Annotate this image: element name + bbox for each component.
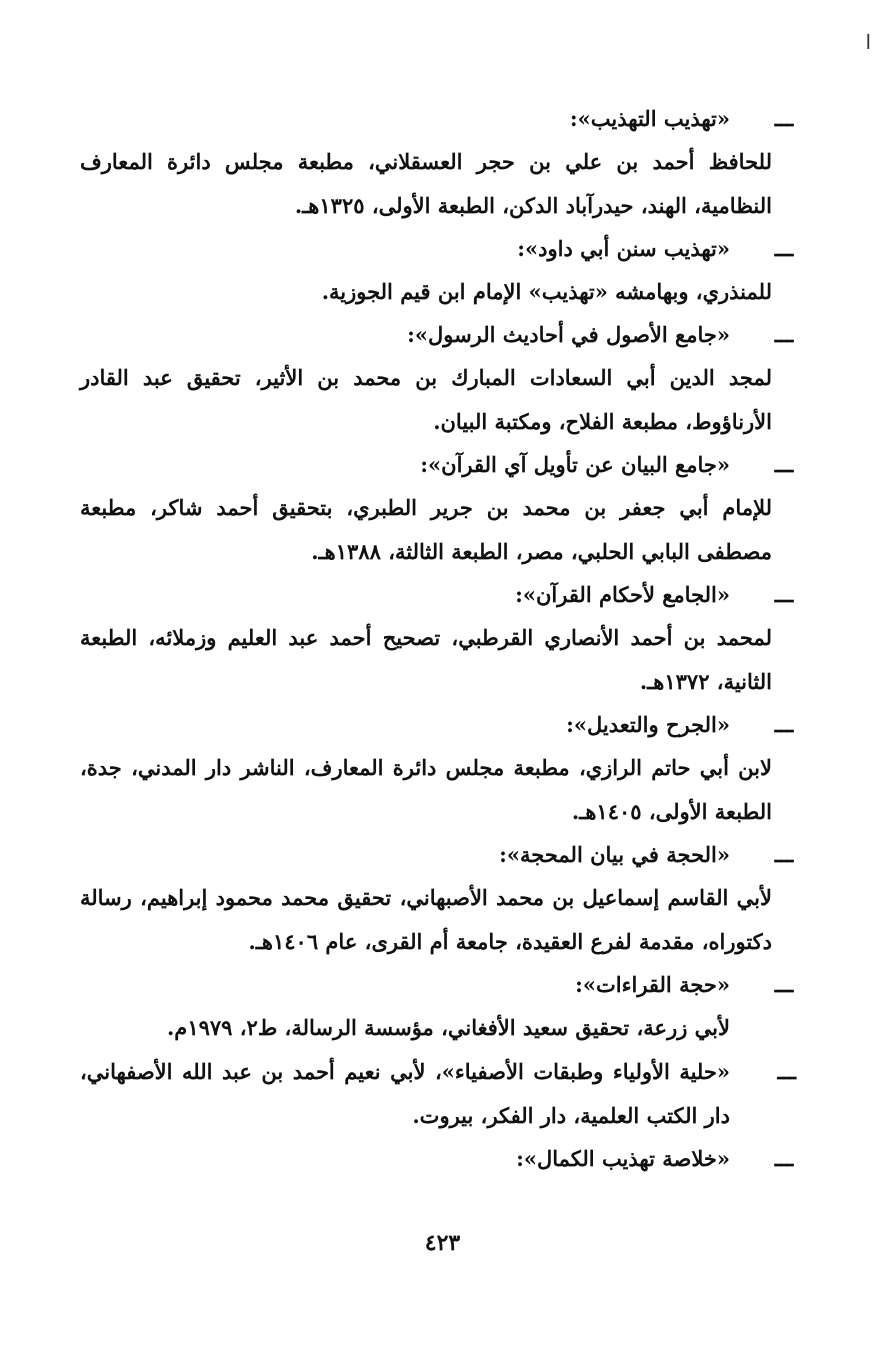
entry-body: لابن أبي حاتم الرازي، مطبعة مجلس دائرة المعارف، الناشر دار المدني، جدة، الطبعة الأولى، ١٤٠٥هـ. xyxy=(80,755,772,824)
entry-title xyxy=(80,98,794,140)
entry-dash: ـــ xyxy=(774,582,794,607)
entry-hujjat-al-qiraat xyxy=(80,964,794,1050)
entry-dash: ـــ xyxy=(774,1146,794,1171)
entry-title xyxy=(80,704,794,746)
entry-dash: ـــ xyxy=(774,322,794,347)
entry-title xyxy=(80,834,794,876)
entry-body: لمحمد بن أحمد الأنصاري القرطبي، تصحيح أحمد عبد العليم وزملائه، الطبعة الثانية، ١٣٧٢هـ. xyxy=(80,625,772,694)
margin-mark: ا xyxy=(865,30,871,54)
entry-title-text: «جامع الأصول في أحاديث الرسول»: xyxy=(407,322,730,347)
entry-al-hujja xyxy=(80,834,794,964)
entry-title xyxy=(80,314,794,356)
entry-dash: ـــ xyxy=(774,842,794,867)
entry-khulasat-tahdhib xyxy=(80,1138,794,1180)
entry-body: لأبي زرعة، تحقيق سعيد الأفغاني، مؤسسة الرسالة، ط٢، ١٩٧٩م. xyxy=(167,1015,730,1040)
entry-title-text: «تهذيب سنن أبي داود»: xyxy=(517,236,730,261)
entry-al-jarh-wal-tadil xyxy=(80,704,794,834)
entry-title-text: «الجرح والتعديل»: xyxy=(566,712,730,737)
entry-body: للحافظ أحمد بن علي بن حجر العسقلاني، مطبعة مجلس دائرة المعارف النظامية، الهند، حيدرآباد الدكن، الطبعة الأولى، ١٣٢٥هـ. xyxy=(80,149,772,218)
entry-body: لأبي القاسم إسماعيل بن محمد الأصبهاني، تحقيق محمد محمود إبراهيم، رسالة دكتوراه، مقدمة لفرع العقيدة، جامعة أم القرى، عام ١٤٠٦هـ. xyxy=(80,885,772,954)
entry-title-text: «جامع البيان عن تأويل آي القرآن»: xyxy=(420,452,730,477)
entry-title-text: «حجة القراءات»: xyxy=(575,972,730,997)
entry-title-text: «الحجة في بيان المحجة»: xyxy=(499,842,730,867)
entry-title xyxy=(80,574,794,616)
entry-jami-al-usul xyxy=(80,314,794,444)
entry-tahdhib-sunan-abi-dawud xyxy=(80,228,794,314)
entry-dash: ـــ xyxy=(774,712,794,737)
entry-dash: ـــ xyxy=(774,972,794,997)
entry-body: للإمام أبي جعفر بن محمد بن جرير الطبري، بتحقيق أحمد شاكر، مطبعة مصطفى البابي الحلبي، مصر، الطبعة الثالثة، ١٣٨٨هـ. xyxy=(80,495,772,564)
entry-title-text: «الجامع لأحكام القرآن»: xyxy=(515,582,730,607)
entry-title xyxy=(80,444,794,486)
entry-dash: ـــ xyxy=(774,106,794,131)
page-number: ٤٢٣ xyxy=(424,1230,461,1256)
entry-title-text: «خلاصة تهذيب الكمال»: xyxy=(516,1146,730,1171)
entry-al-jami-li-ahkam xyxy=(80,574,794,704)
bibliography-page xyxy=(80,98,796,1180)
entry-jami-al-bayan xyxy=(80,444,794,574)
entry-tahdhib-al-tahdhib xyxy=(80,98,794,228)
entry-dash: ـــ xyxy=(774,236,794,261)
entry-hilyat-al-awliya xyxy=(80,1050,796,1138)
entry-body: لمجد الدين أبي السعادات المبارك بن محمد بن الأثير، تحقيق عبد القادر الأرناؤوط، مطبعة الفلاح، ومكتبة البيان. xyxy=(80,365,772,434)
entry-title-text: «تهذيب التهذيب»: xyxy=(569,106,730,131)
entry-body: للمنذري، وبهامشه «تهذيب» الإمام ابن قيم الجوزية. xyxy=(321,279,772,304)
entry-text: «حلية الأولياء وطبقات الأصفياء»، لأبي نعيم أحمد بن عبد الله الأصفهاني، دار الكتب العلمية، دار الفكر، بيروت. xyxy=(80,1059,730,1128)
entry-dash: ـــ xyxy=(774,452,794,477)
entry-title xyxy=(80,228,794,270)
entry-title xyxy=(80,1138,794,1180)
entry-title xyxy=(80,964,794,1006)
entry-dash: ـــ xyxy=(777,1059,796,1084)
